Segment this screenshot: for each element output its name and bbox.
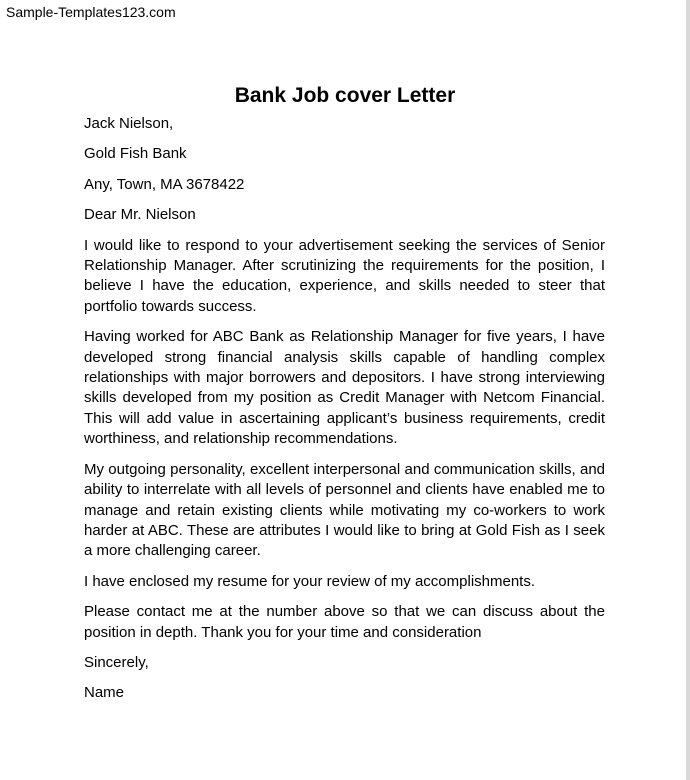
letter-body xyxy=(84,114,605,714)
paragraph-contact: Please contact me at the number above so that we can discuss about the position in depth. Thank you for your time and consideration xyxy=(84,603,605,641)
salutation: Dear Mr. Nielson xyxy=(84,206,196,224)
paragraph-personality: My outgoing personality, excellent interpersonal and communication skills, and ability to interrelate with all levels of personnel and clients have enabled me to manage and retain existing clients while motivating my co-workers to work harder at ABC. These are attributes I would like to bring at Gold Fish as I seek a more challenging career. xyxy=(84,460,605,560)
page-title: Bank Job cover Letter xyxy=(234,84,456,107)
page-edge xyxy=(686,0,690,780)
paragraph-resume: I have enclosed my resume for your review of my accomplishments. xyxy=(84,572,536,590)
paragraph-intro: I would like to respond to your advertisement seeking the services of Senior Relationship Manager. After scrutinizing the requirements for the position, I believe I have the education, experience, and skills needed to steer that portfolio towards success. xyxy=(84,236,605,315)
sender-address: Any, Town, MA 3678422 xyxy=(84,175,245,193)
sender-company: Gold Fish Bank xyxy=(84,145,187,163)
watermark: Sample-Templates123.com xyxy=(6,4,176,20)
paragraph-experience: Having worked for ABC Bank as Relationship Manager for five years, I have developed strong financial analysis skills capable of handling complex relationships with major borrowers and depositors. I have strong interviewing skills developed from my position as Credit Manager with Netcom Financial. This will add value in ascertaining applicant’s business requirements, credit worthiness, and relationship recommendations. xyxy=(84,328,605,448)
signature: Name xyxy=(84,684,125,702)
closing: Sincerely, xyxy=(84,653,149,671)
sender-name: Jack Nielson, xyxy=(84,115,174,132)
